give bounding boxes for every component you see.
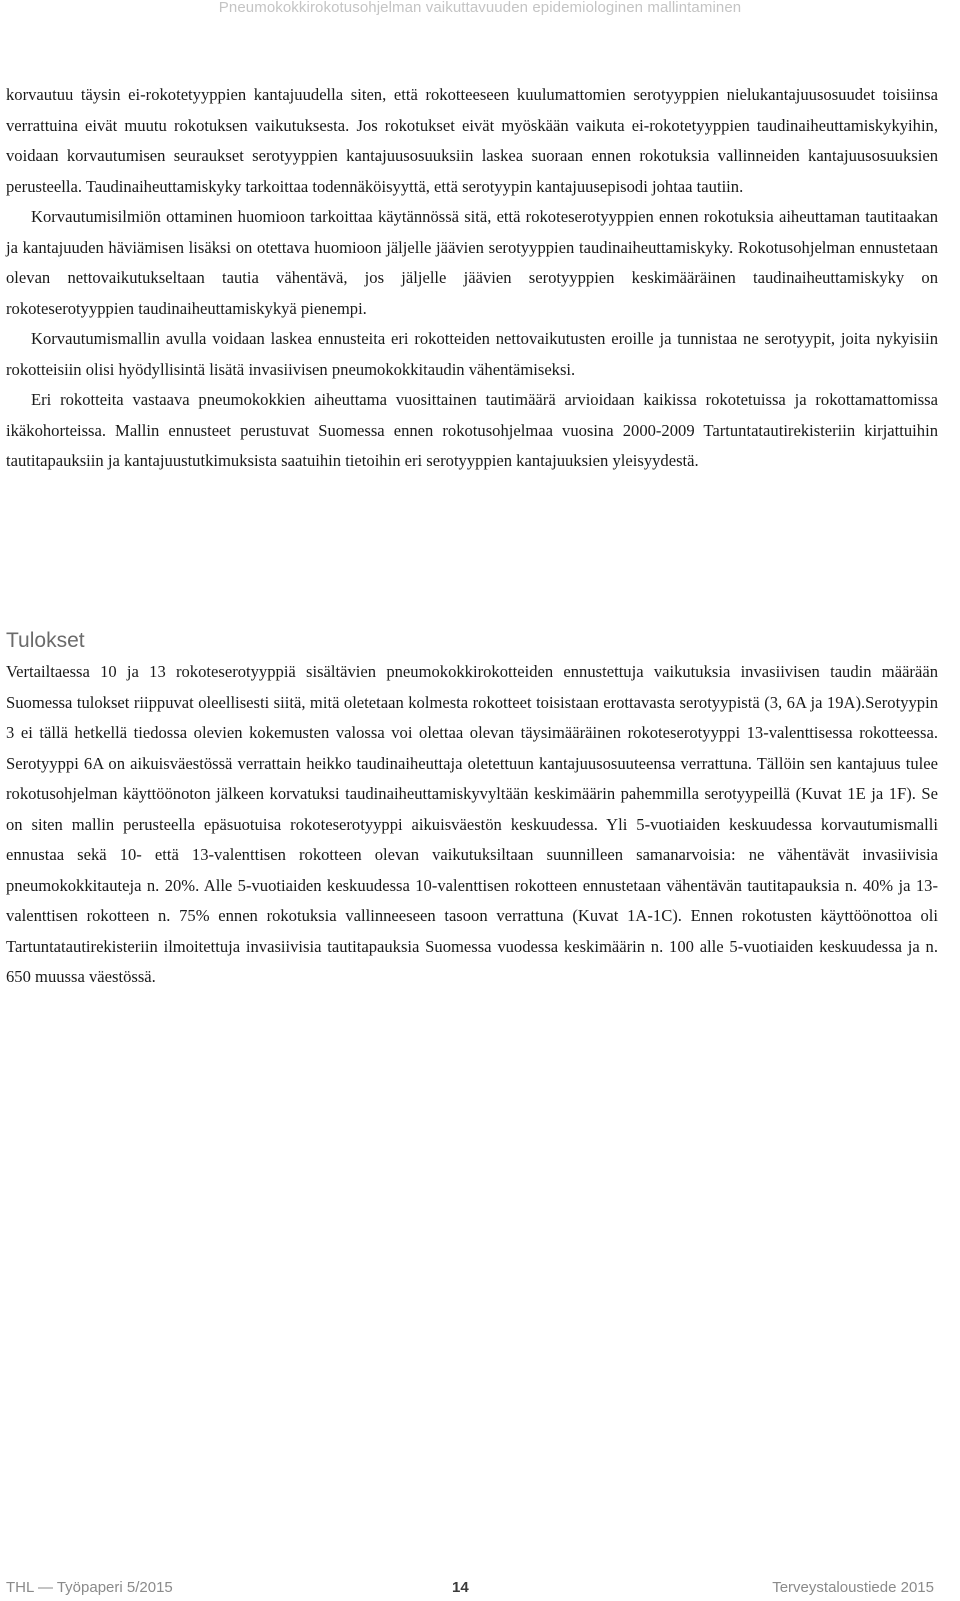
body-paragraph: Korvautumismallin avulla voidaan laskea ennusteita eri rokotteiden nettovaikutusten eroille ja tunnistaa ne serotyypit, joita nykyisiin rokotteisiin olisi hyödyllisintä lisätä invasiivisen pneumokokkitaudin vähentämiseksi. (6, 329, 938, 379)
body-paragraph: Korvautumisilmiön ottaminen huomioon tarkoittaa käytännössä sitä, että rokoteserotyyppien ennen rokotuksia aiheuttaman tautitaakan ja kantajuuden häviämisen lisäksi on otettava huomioon jäljelle jäävien serotyyppien taudinaiheuttamiskyky. Rokotusohjelman ennustetaan olevan nettovaikutukseltaan tautia vähentävä, jos jäljelle jäävien serotyyppien keskimääräinen taudinaiheuttamiskyky on rokoteserotyyppien taudinaiheuttamiskykyä pienempi. (6, 207, 938, 318)
page-number: 14 (452, 1579, 469, 1596)
page-footer (6, 1578, 934, 1598)
body-paragraph: korvautuu täysin ei-rokotetyyppien kantajuudella siten, että rokotteeseen kuulumattomien serotyyppien nielukantajuusosuudet toisiinsa verrattuina eivät muutu rokotuksen vaikutuksesta. Jos rokotukset eivät myöskään vaikuta ei-rokotetyyppien taudinaiheuttamiskykyihin, voidaan korvautumisen seuraukset serotyyppien kantajuusosuuksiin laskea suoraan ennen rokotuksia vallinneiden kantajuusosuuksien perusteella. Taudinaiheuttamiskyky tarkoittaa todennäköisyyttä, että serotyypin kantajuusepisodi johtaa tautiin. (6, 85, 938, 196)
running-header: Pneumokokkirokotusohjelman vaikuttavuuden epidemiologinen mallintaminen (218, 0, 742, 16)
section-heading-results: Tulokset (6, 629, 85, 652)
results-paragraph: Vertailtaessa 10 ja 13 rokoteserotyyppiä sisältävien pneumokokkirokotteiden ennustettuja vaikutuksia invasiivisen taudin määrään Suomessa tulokset riippuvat oleellisesti siitä, mitä oletetaan kolmesta rokotteet toisistaan erottavasta serotyypistä (3, 6A ja 19A).Serotyypin 3 ei tällä hetkellä tiedossa olevien kokemusten valossa voi olettaa olevan täysimääräinen rokoteserotyyppi 13-valenttisessa rokotteessa. Serotyyppi 6A on aikuisväestössä verrattain heikko taudinaiheuttaja oletettuun kantajuusosuuteensa verrattuna. Tällöin sen kantajuus tulee rokotusohjelman käyttöönoton jälkeen korvatuksi taudinaiheuttamiskyvyltään keskimäärin pahemmilla serotyypeillä (Kuvat 1E ja 1F). Se on siten mallin perusteella epäsuotuisa rokoteserotyyppi aikuisväestön keskuudessa. Yli 5-vuotiaiden keskuudessa korvautumismalli ennustaa sekä 10- että 13-valenttisen rokotteen olevan vaikutuksiltaan suunnilleen samanarvoisia: ne vähentävät invasiivisia pneumokokkitauteja n. 20%. Alle 5-vuotiaiden keskuudessa 10-valenttisen rokotteen ennustetaan vähentävän tautitapauksia n. 40% ja 13-valenttisen rokotteen n. 75% ennen rokotuksia vallinneeseen tasoon verrattuna (Kuvat 1A-1C). Ennen rokotusten käyttöönottoa oli Tartuntatautirekisteriin ilmoitettuja invasiivisia tautitapauksia Suomessa vuodessa keskimäärin n. 100 alle 5-vuotiaiden keskuudessa ja n. 650 muussa väestössä. (6, 662, 938, 986)
footer-publication: THL — Työpaperi 5/2015 (6, 1579, 173, 1596)
results-text (6, 657, 938, 993)
body-paragraph: Eri rokotteita vastaava pneumokokkien aiheuttama vuosittainen tautimäärä arvioidaan kaikissa rokotetuissa ja rokottamattomissa ikäkohorteissa. Mallin ennusteet perustuvat Suomessa ennen rokotusohjelmaa vuosina 2000-2009 Tartuntatautirekisteriin kirjattuihin tautitapauksiin ja kantajuustutkimuksista saatuihin tietoihin eri serotyyppien kantajuuksien yleisyydestä. (6, 390, 938, 470)
body-text (6, 80, 938, 477)
footer-series: Terveystaloustiede 2015 (772, 1579, 934, 1596)
